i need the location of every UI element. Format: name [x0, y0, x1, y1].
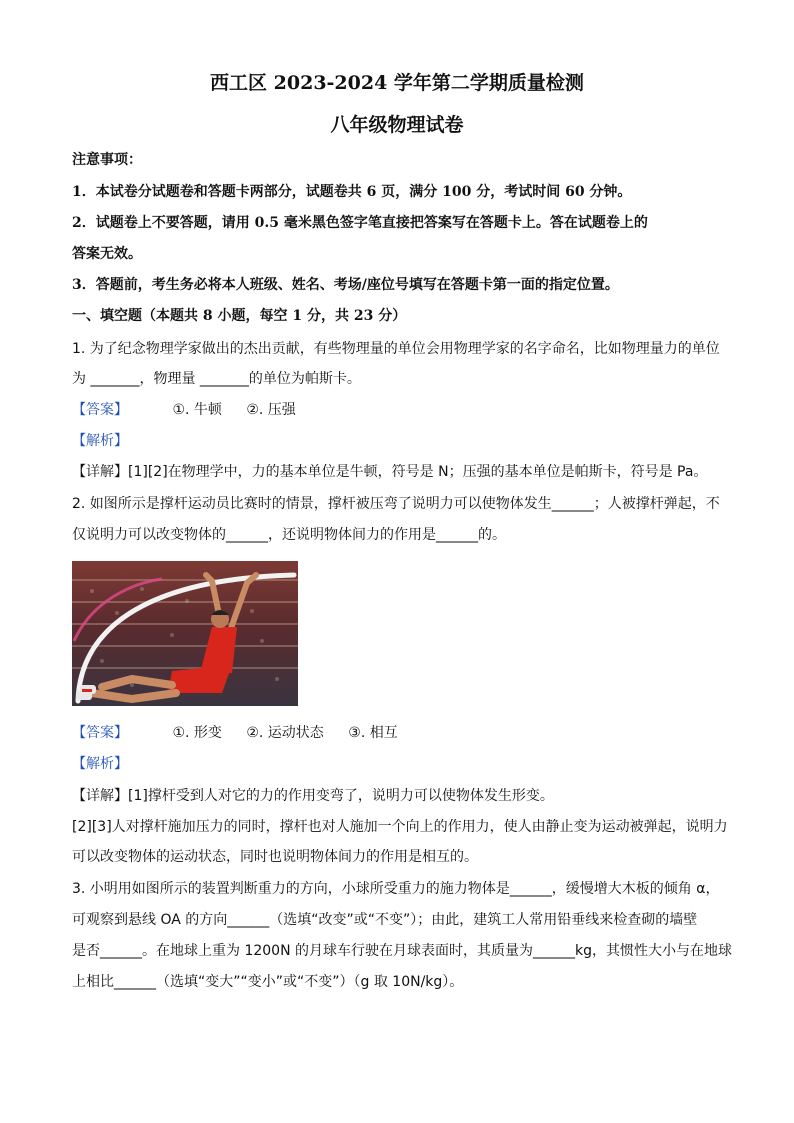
- pole-vault-photo: [72, 561, 298, 706]
- question-2-line: 仅说明力可以改变物体的______，还说明物体间力的作用是______的。: [72, 527, 506, 543]
- notes-heading: 注意事项：: [72, 152, 142, 168]
- question-3-line: 3. 小明用如图所示的装置判断重力的方向，小球所受重力的施力物体是______，缓慢增大木板的倾角 α，: [72, 881, 720, 897]
- question-2-detail: 可以改变物体的运动状态，同时也说明物体间力的作用是相互的。: [72, 849, 478, 865]
- question-2-line: 2. 如图所示是撑杆运动员比赛时的情景，撑杆被压弯了说明力可以使物体发生______；人被撑杆弹起，不: [72, 496, 720, 512]
- note-item: 答案无效。: [72, 246, 142, 262]
- section-heading: 一、填空题（本题共 8 小题，每空 1 分，共 23 分）: [72, 308, 407, 324]
- answer-item: ②. 压强: [246, 402, 296, 418]
- page-title: 西工区 2023-2024 学年第二学期质量检测: [210, 72, 584, 94]
- question-2-detail: [2][3]人对撑杆施加压力的同时，撑杆也对人施加一个向上的作用力，使人由静止变为运动被弹起，说明力: [72, 819, 728, 835]
- question-1-detail: [72, 462, 707, 482]
- note-item: 3．答题前，考生务必将本人班级、姓名、考场/座位号填写在答题卡第一面的指定位置。: [72, 277, 619, 293]
- question-1-answer: [72, 400, 296, 420]
- question-1-line: 为 _______，物理量 _______的单位为帕斯卡。: [72, 371, 361, 387]
- answer-tag: 【答案】: [72, 725, 128, 741]
- note-item: 1．本试卷分试题卷和答题卡两部分，试题卷共 6 页，满分 100 分，考试时间 60 分钟。: [72, 184, 632, 200]
- answer-item: ②. 运动状态: [246, 725, 324, 741]
- question-3-line: 上相比______（选填“变大”“变小”或“不变”）（g 取 10N/kg）。: [72, 974, 464, 990]
- answer-item: ③. 相互: [348, 725, 398, 741]
- detail-tag: 【详解】: [72, 788, 128, 804]
- note-item: 2．试题卷上不要答题，请用 0.5 毫米黑色签字笔直接把答案写在答题卡上。答在试题卷上的: [72, 215, 648, 231]
- answer-tag: 【答案】: [72, 402, 128, 418]
- question-3-line: 是否______。在地球上重为 1200N 的月球车行驶在月球表面时，其质量为______kg，其惯性大小与在地球: [72, 943, 732, 959]
- detail-tag: 【详解】: [72, 464, 128, 480]
- detail-text: [1][2]在物理学中，力的基本单位是牛顿，符号是 N；压强的基本单位是帕斯卡，符号是 Pa。: [128, 464, 708, 480]
- analysis-tag: 【解析】: [72, 756, 128, 772]
- page-subtitle: 八年级物理试卷: [330, 114, 464, 136]
- answer-item: ①. 形变: [172, 725, 222, 741]
- analysis-tag: 【解析】: [72, 433, 128, 449]
- question-2-answer: [72, 723, 398, 743]
- question-1-line: 1. 为了纪念物理学家做出的杰出贡献，有些物理量的单位会用物理学家的名字命名，比如物理量力的单位: [72, 341, 720, 357]
- question-2-detail: [72, 786, 554, 806]
- answer-item: ①. 牛顿: [172, 402, 222, 418]
- question-3-line: 可观察到悬线 OA 的方向______（选填“改变”或“不变”）；由此，建筑工人常用铅垂线来检查砌的墙壁: [72, 912, 698, 928]
- detail-text: [1]撑杆受到人对它的力的作用变弯了，说明力可以使物体发生形变。: [128, 788, 554, 804]
